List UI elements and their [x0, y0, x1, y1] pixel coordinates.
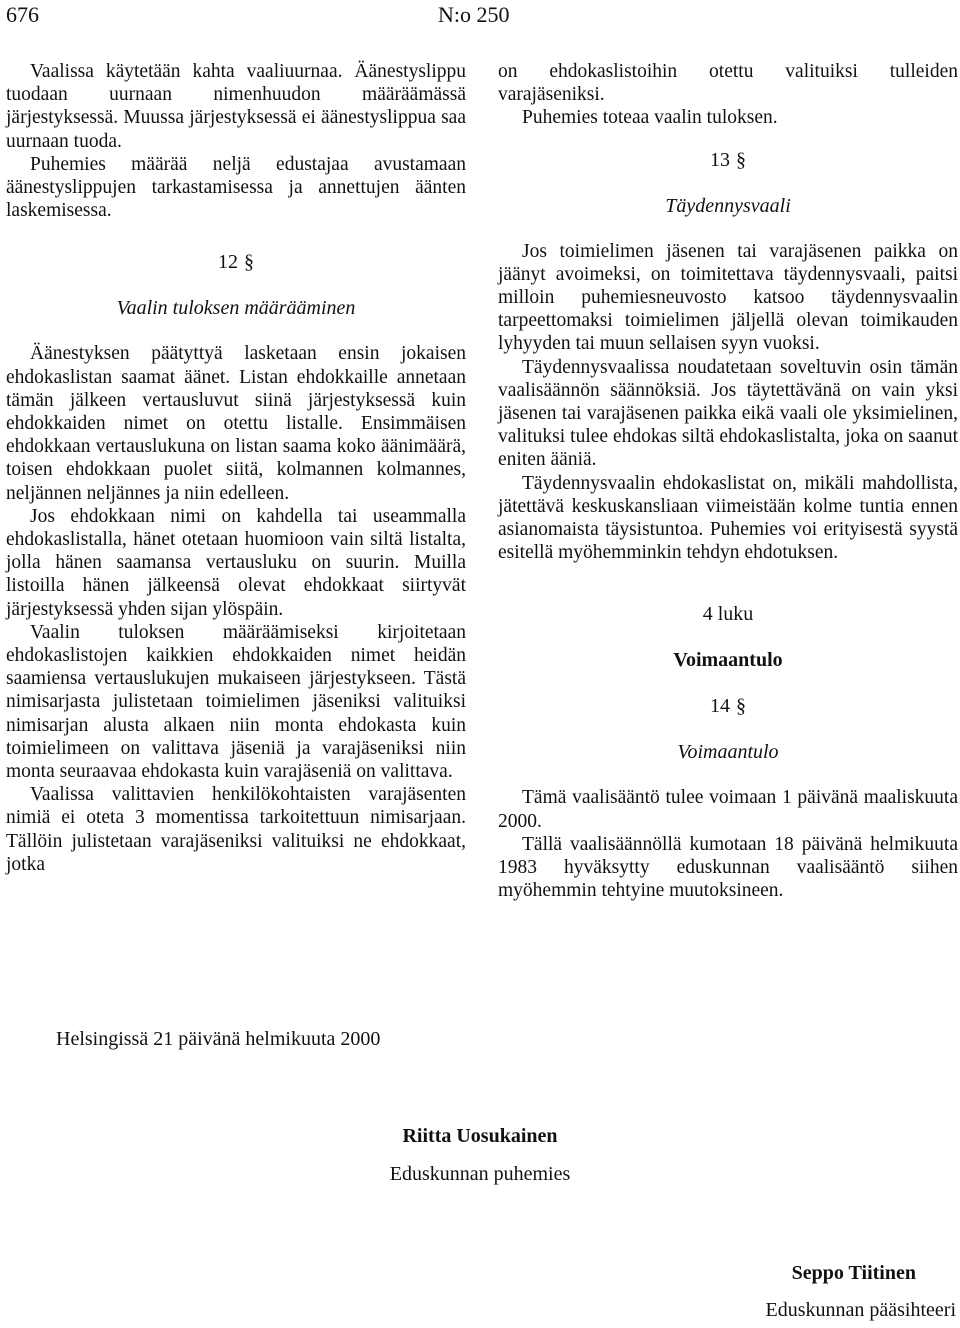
paragraph: Jos ehdokkaan nimi on kahdella tai useammalla ehdokaslistalla, hänet otetaan huomioon vain siltä listalta, jolla hänen saamansa vertausluku on suurin. Muilla listoilla hänen jälkeensä olevat ehdokkaat siirtyvät järjestyksessä yhden sijan ylöspäin. — [6, 505, 466, 620]
section-heading-12 — [6, 250, 466, 274]
section-sign: § — [736, 695, 746, 718]
page-number: 676 — [6, 2, 39, 27]
section-title: Vaalin tuloksen määrääminen — [116, 297, 356, 320]
paragraph: Tällä vaalisäännöllä kumotaan 18 päivänä helmikuuta 1983 hyväksytty eduskunnan vaalisääntö siihen myöhemmin tehtyine muutoksineen. — [498, 833, 958, 902]
paragraph: Vaalissa valittavien henkilökohtaisten varajäsenten nimiä ei oteta 3 momentissa tarkoitettuun nimisarjaan. Tällöin julistetaan varajäseniksi valituiksi ne ehdokkaat, jotka — [6, 784, 466, 875]
chapter-title: Voimaantulo — [673, 649, 783, 672]
paragraph: Täydennysvaalissa noudatetaan soveltuvin osin tämän vaalisäännön säännöksiä. Jos täytettävänä on vain yksi jäsenen tai varajäsenen paikka eikä vaali ole yksimielinen, valituksi tulee ehdokas siltä ehdokaslistalta, joka on saanut eniten ääniä. — [498, 356, 958, 471]
left-column — [6, 60, 466, 876]
section-heading-14 — [498, 694, 958, 718]
place-and-date: Helsingissä 21 päivänä helmikuuta 2000 — [56, 1028, 381, 1050]
paragraph: Tämä vaalisääntö tulee voimaan 1 päivänä maaliskuuta 2000. — [498, 787, 958, 832]
section-number: 13 — [710, 148, 730, 171]
paragraph: Täydennysvaalin ehdokaslistat on, mikäli mahdollista, jätettävä keskuskansliaan viimeistään kolme tuntia ennen asianomaista täysistuntoa. Puhemies voi erityisestä syystä esitellä myöhemminkin tehdyn ehdotuksen. — [498, 472, 958, 564]
paragraph: Jos toimielimen jäsenen tai varajäsenen paikka on jäänyt avoimeksi, on toimitettava täydennysvaali, paitsi milloin puhemiesneuvosto katsoo täydennysvaalin tarpeettomaksi toimielimen jäljellä olevan toimikauden lyhyyden tai muun sellaisen syyn vuoksi. — [498, 240, 958, 355]
section-title: Täydennysvaali — [665, 194, 791, 217]
section-sign: § — [736, 148, 746, 171]
signer-title: Eduskunnan puhemies — [389, 1163, 571, 1185]
signer-name: Riitta Uosukainen — [402, 1125, 558, 1147]
section-number: 12 — [218, 251, 238, 274]
paragraph: on ehdokaslistoihin otettu valituiksi tulleiden varajäseniksi. — [498, 61, 958, 106]
section-title: Voimaantulo — [677, 741, 779, 764]
section-number: 14 — [710, 695, 730, 718]
chapter-heading: 4 luku — [702, 603, 754, 626]
paragraph: Vaalissa käytetään kahta vaaliuurnaa. Äänestyslippu tuodaan uurnaan nimenhuudon määräämässä järjestyksessä. Muussa järjestyksessä ei äänestyslippua saa uurnaan tuoda. — [6, 61, 466, 152]
countersigner-name: Seppo Tiitinen — [791, 1262, 916, 1284]
statute-number: N:o 250 — [438, 2, 510, 27]
paragraph: Puhemies määrää neljä edustajaa avustamaan äänestyslippujen tarkastamisessa ja annettujen äänten laskemisessa. — [6, 153, 466, 222]
section-heading-13 — [498, 148, 958, 172]
right-column — [498, 60, 958, 902]
section-sign: § — [244, 251, 254, 274]
paragraph: Puhemies toteaa vaalin tuloksen. — [522, 107, 778, 129]
countersigner-title: Eduskunnan pääsihteeri — [765, 1299, 956, 1321]
paragraph: Äänestyksen päätyttyä lasketaan ensin jokaisen ehdokaslistan saamat äänet. Listan ehdokkaille annetaan tämän jälkeen vertausluvut siinä järjestyksessä kuin ehdokkaiden nimet on otettu listalle. Ensimmäisen ehdokkaan vertauslukuna on listan saama koko äänimäärä, toisen ehdokkaan puolet siitä, kolmannen kolmannes, neljännen neljännes ja niin edelleen. — [6, 343, 466, 504]
paragraph: Vaalin tuloksen määräämiseksi kirjoitetaan ehdokaslistojen kaikkien ehdokkaiden nimet heidän saamiensa vertauslukujen mukaiseen järjestykseen. Tästä nimisarjasta julistetaan toimielimen jäseniksi valituiksi nimisarjan alusta alkaen niin monta ehdokasta kuin toimielimeen on valittava jäseniä ja varajäseniksi niin monta seuraavaa ehdokasta kuin varajäseniä on valittava. — [6, 621, 466, 783]
